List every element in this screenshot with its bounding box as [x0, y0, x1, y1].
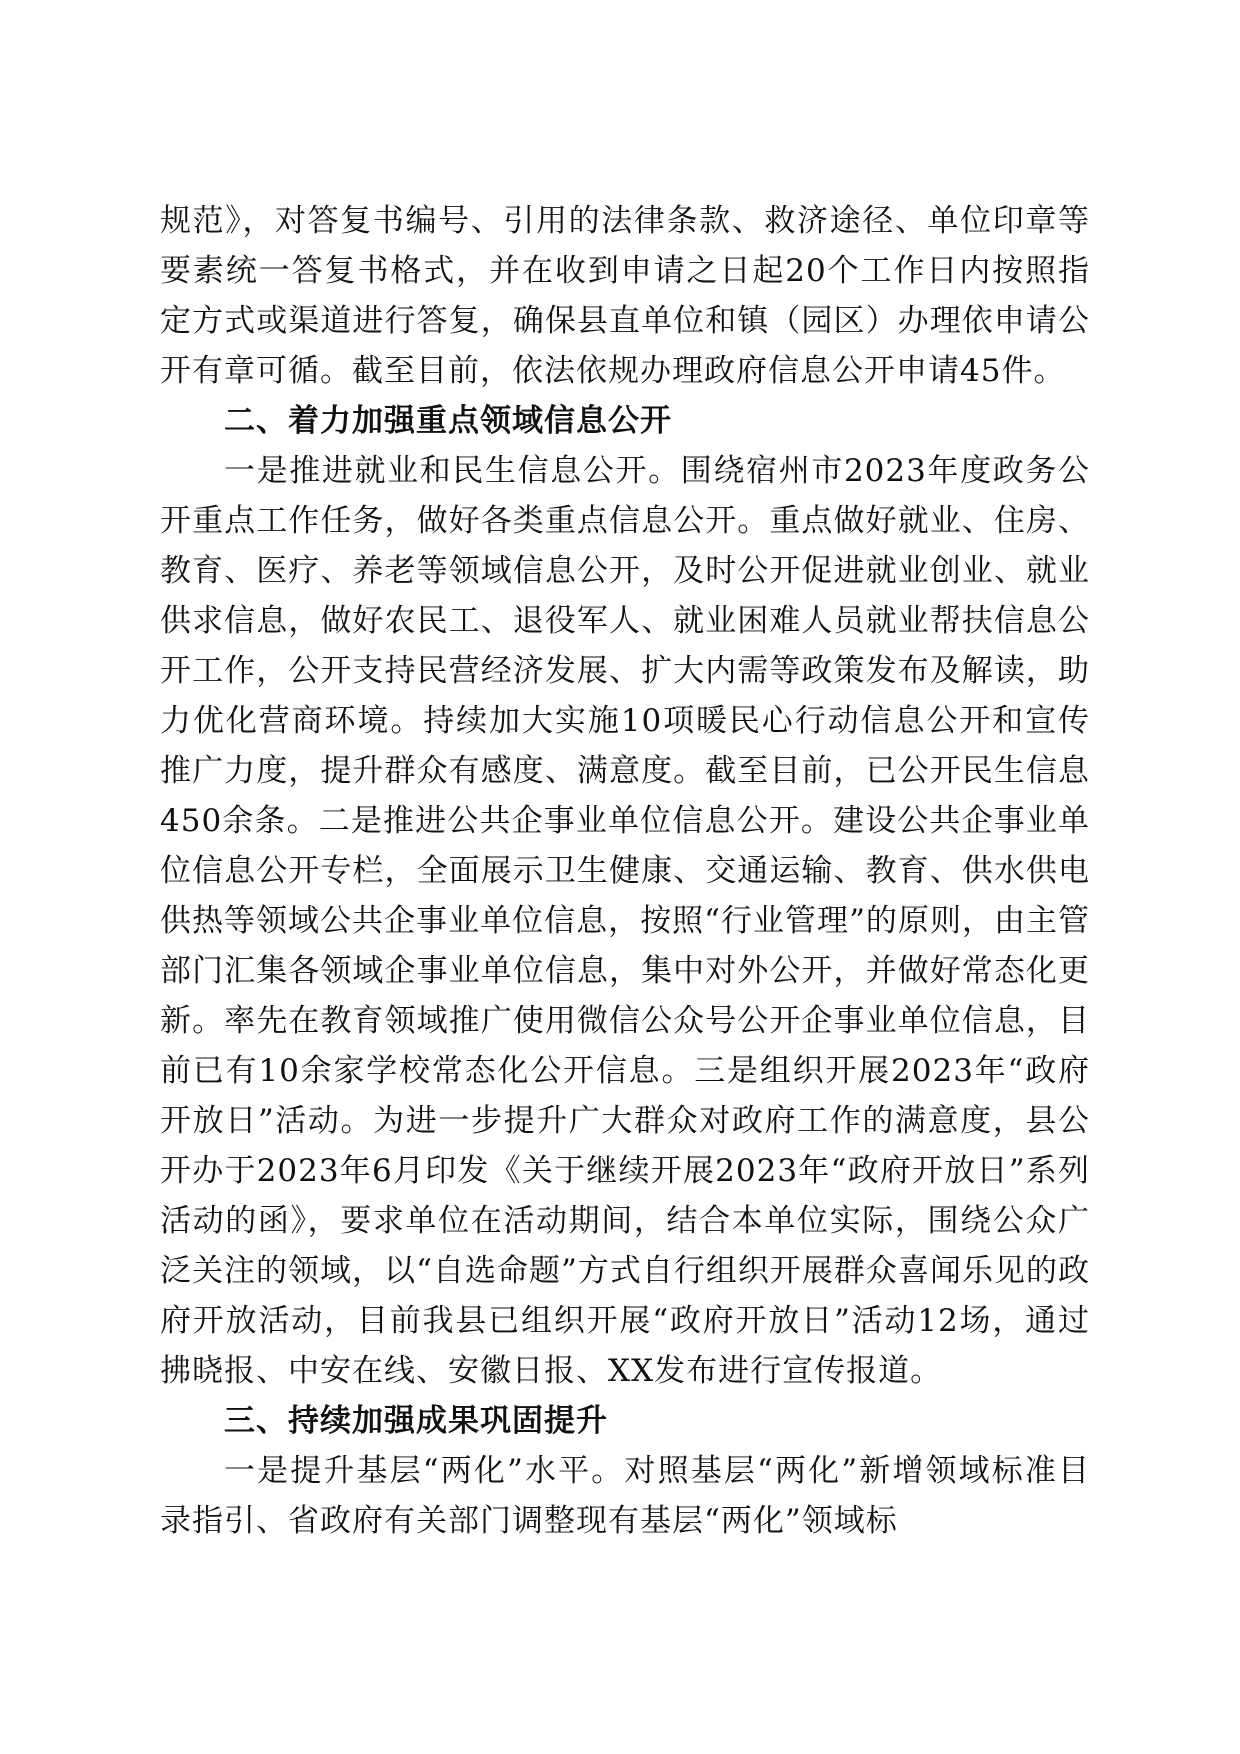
body-paragraph: 一是推进就业和民生信息公开。围绕宿州市2023年度政务公开重点工作任务，做好各类重点信息公开。重点做好就业、住房、教育、医疗、养老等领域信息公开，及时公开促进就业创业、就业供求信息，做好农民工、退役军人、就业困难人员就业帮扶信息公开工作，公开支持民营经济发展、扩大内需等政策发布及解读，助力优化营商环境。持续加大实施10项暖民心行动信息公开和宣传推广力度，提升群众有感度、满意度。截至目前，已公开民生信息450余条。二是推进公共企事业单位信息公开。建设公共企事业单位信息公开专栏，全面展示卫生健康、交通运输、教育、供水供电供热等领域公共企事业单位信息，按照“行业管理”的原则，由主管部门汇集各领域企事业单位信息，集中对外公开，并做好常态化更新。率先在教育领域推广使用微信公众号公开企事业单位信息，目前已有10余家学校常态化公开信息。三是组织开展2023年“政府开放日”活动。为进一步提升广大群众对政府工作的满意度，县公开办于2023年6月印发《关于继续开展2023年“政府开放日”系列活动的函》，要求单位在活动期间，结合本单位实际，围绕公众广泛关注的领域，以“自选命题”方式自行组织开展群众喜闻乐见的政府开放活动，目前我县已组织开展“政府开放日”活动12场，通过拂晓报、中安在线、安徽日报、XX发布进行宣传报道。 [160, 453, 1090, 1389]
body-paragraph-continued: 规范》，对答复书编号、引用的法律条款、救济途径、单位印章等要素统一答复书格式，并在收到申请之日起20个工作日内按照指定方式或渠道进行答复，确保县直单位和镇（园区）办理依申请公开有章可循。截至目前，依法依规办理政府信息公开申请45件。 [160, 203, 1090, 389]
section-heading-2: 二、着力加强重点领域信息公开 [224, 403, 672, 439]
document-page [160, 196, 1090, 1546]
section-heading-3: 三、持续加强成果巩固提升 [224, 1403, 608, 1439]
body-paragraph: 一是提升基层“两化”水平。对照基层“两化”新增领域标准目录指引、省政府有关部门调整现有基层“两化”领域标 [160, 1453, 1090, 1539]
